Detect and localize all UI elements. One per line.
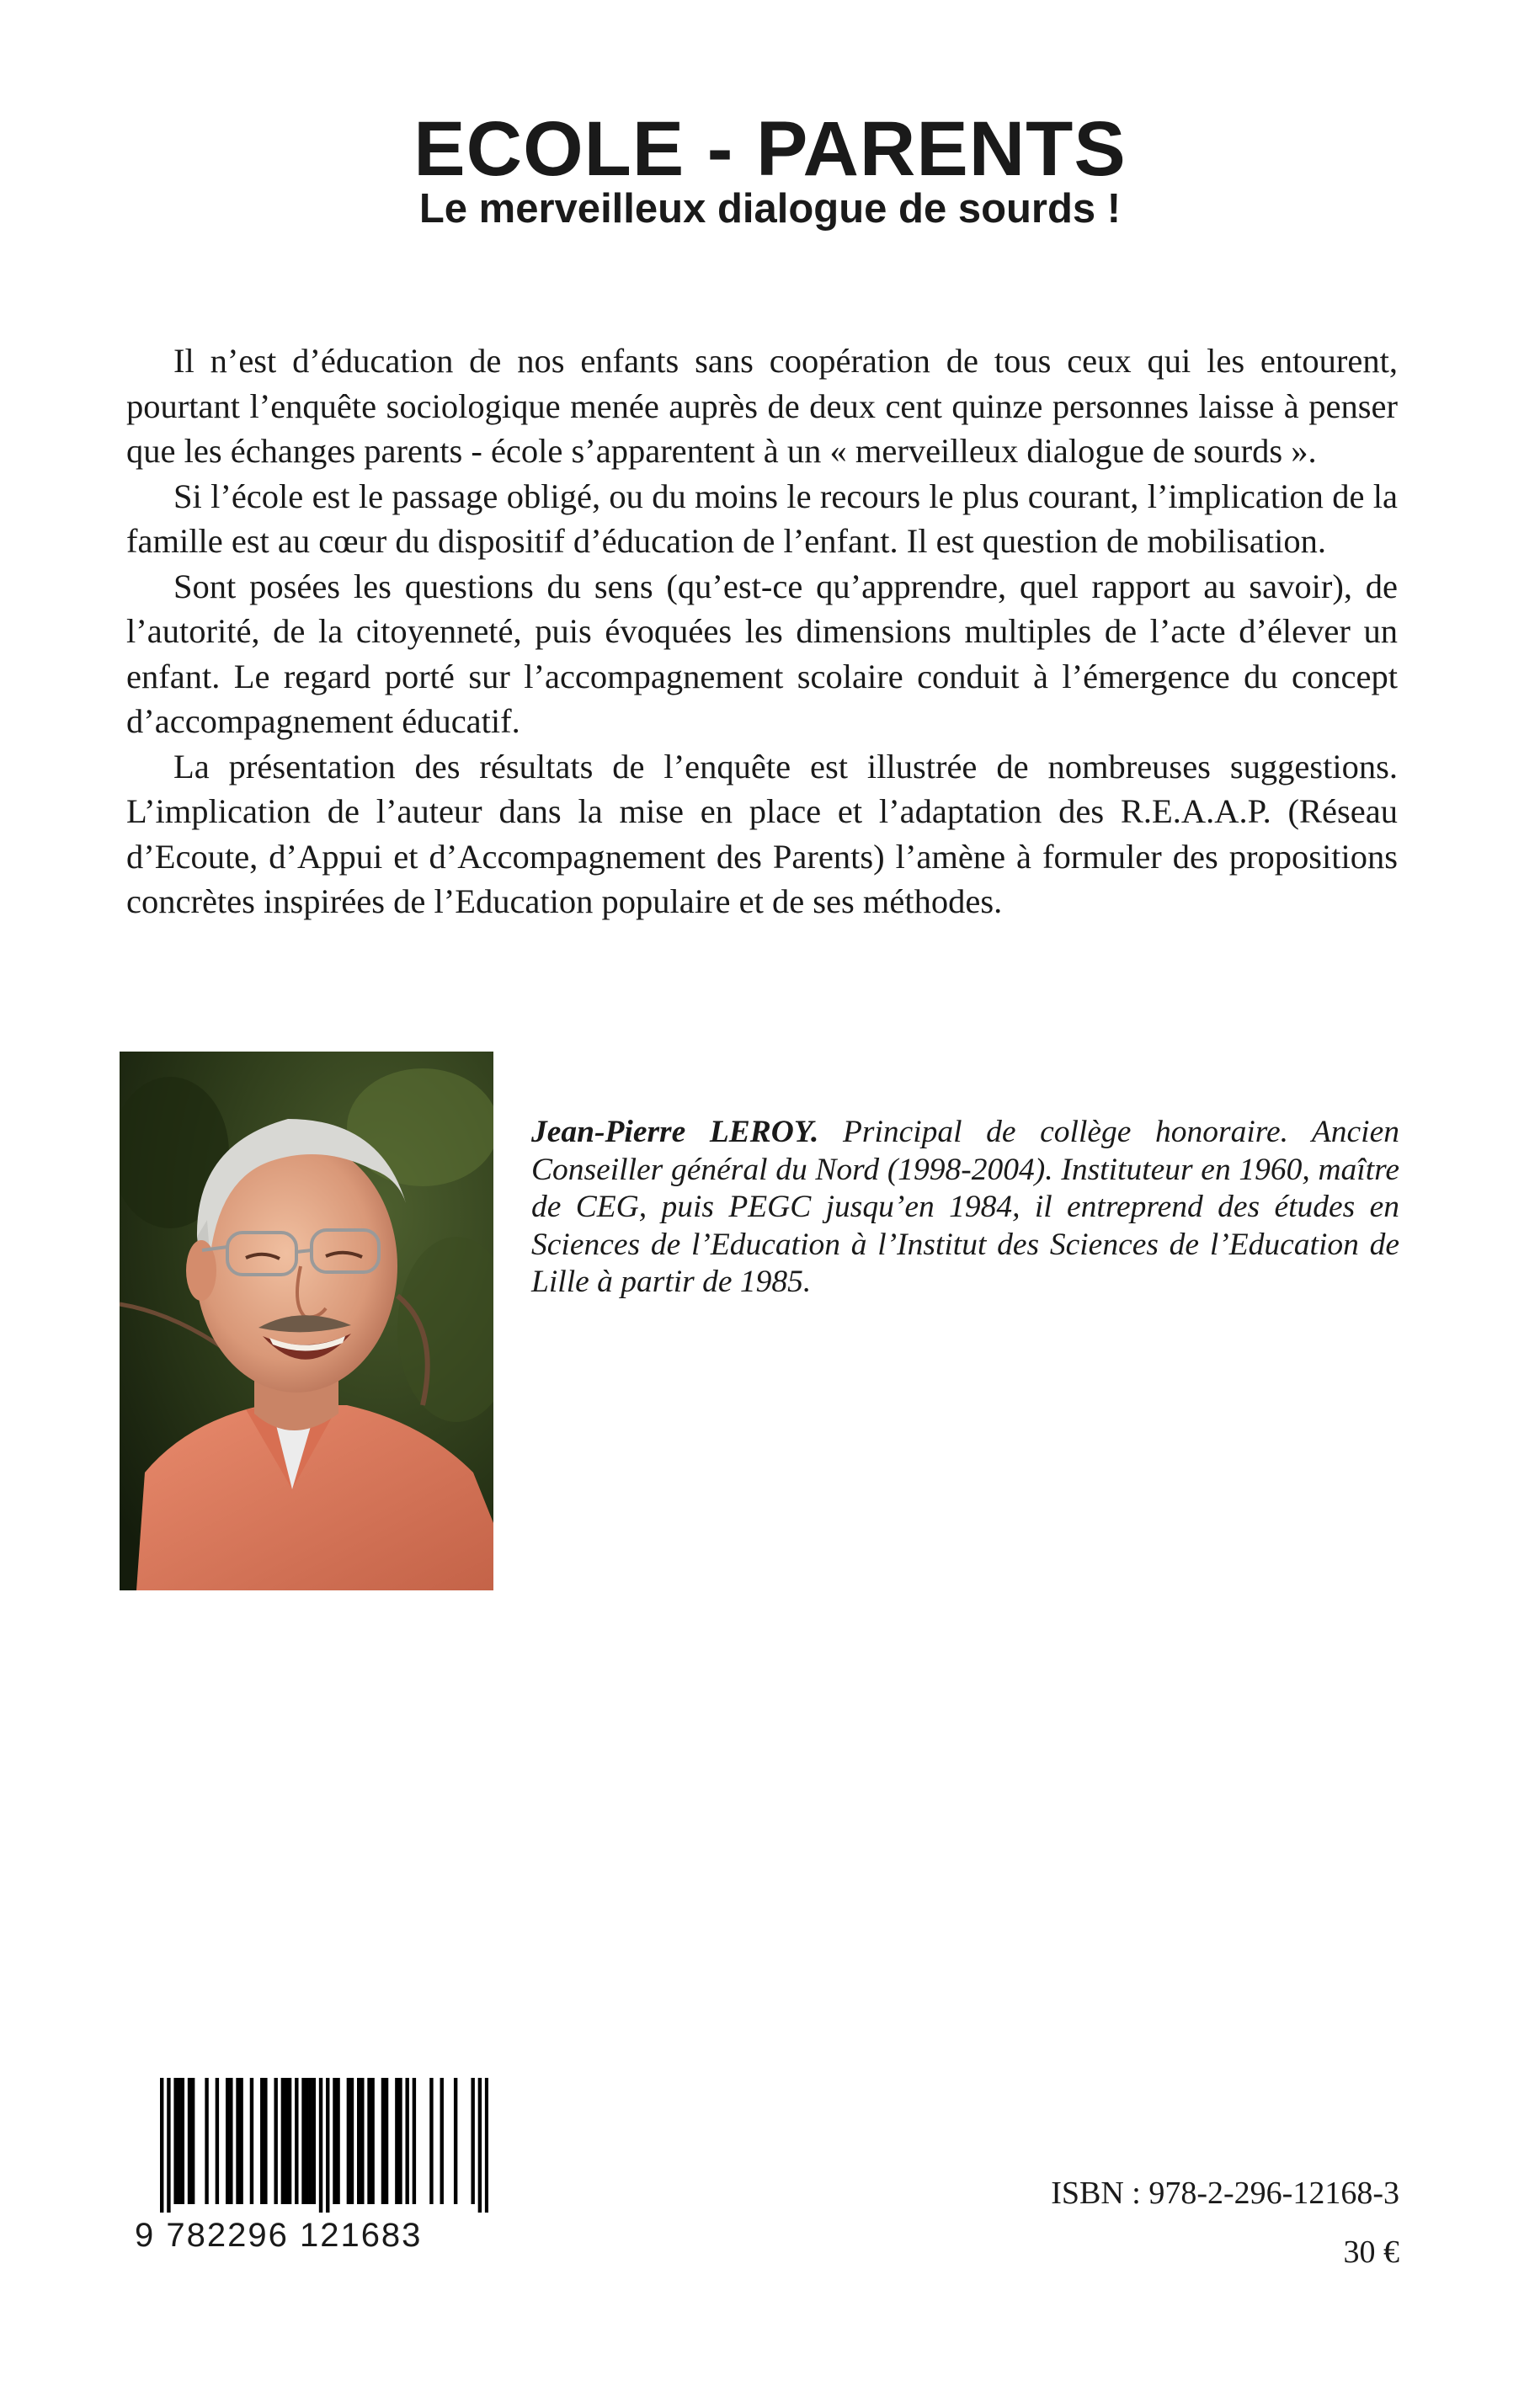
barcode-bar (205, 2078, 208, 2204)
author-photo (120, 1052, 493, 1590)
barcode-bar (285, 2078, 288, 2204)
summary-paragraph: Sont posées les questions du sens (qu’est-ce qu’apprendre, quel rapport au savoir), de l’autorité, de la citoyenneté, puis évoquées les dimensions multiples de l’acte d’élever un enfant. Le regard porté sur l’accompagnement scolaire conduit à l’émergence du concept d’accompagnement éducatif. (126, 567, 1398, 740)
barcode-bar (236, 2078, 239, 2204)
barcode-bar (229, 2078, 232, 2204)
barcode-bar (429, 2078, 433, 2204)
barcode-bar (385, 2078, 388, 2204)
barcode-bar (167, 2078, 170, 2213)
isbn: ISBN : 978-2-296-12168-3 (1051, 2176, 1399, 2211)
barcode-bar (312, 2078, 316, 2204)
barcode-bar (274, 2078, 277, 2204)
barcode-bar (370, 2078, 374, 2204)
summary-paragraph: Si l’école est le passage obligé, ou du moins le recours le plus courant, l’implication de la famille est au cœur du dispositif d’éducation de l’enfant. Il est question de mobilisation. (126, 477, 1398, 560)
barcode-bar (188, 2078, 191, 2204)
barcode-bar (264, 2078, 267, 2204)
author-bio-text: Principal de collège honoraire. Ancien Conseiller général du Nord (1998-2004). Instituteur en 1960, maître de CEG, puis PEGC jusqu’en 1984, il entreprend des études en Sciences de l’Education à l’Institut des Sciences de l’Education de Lille à partir de 1985. (531, 1115, 1399, 1299)
barcode-bar (440, 2078, 444, 2204)
barcode-bar (454, 2078, 457, 2204)
barcode-bar (350, 2078, 354, 2204)
barcode-bar (305, 2078, 308, 2204)
barcode-bar (333, 2078, 336, 2204)
barcode-bar (178, 2078, 181, 2204)
barcode-bar (191, 2078, 194, 2204)
barcode-bar (281, 2078, 285, 2204)
barcode-bar (336, 2078, 339, 2204)
barcode-bar (250, 2078, 253, 2204)
barcode-bar (288, 2078, 291, 2204)
barcode-bar (398, 2078, 402, 2204)
barcode-digits: 9 782296 121683 (135, 2217, 423, 2254)
barcode-bar (381, 2078, 385, 2204)
barcode-bar (395, 2078, 398, 2204)
barcode-bar (405, 2078, 408, 2204)
barcode-bar (295, 2078, 298, 2204)
author-name: Jean-Pierre LEROY. (531, 1115, 819, 1149)
summary-paragraph: La présentation des résultats de l’enquête est illustrée de nombreuses suggestions. L’implication de l’auteur dans la mise en place et l’adaptation des R.E.A.A.P. (Réseau d’Ecoute, d’Appui et d’Accompagnement des Parents) l’amène à formuler des propositions concrètes inspirées de l’Education populaire et de ses méthodes. (126, 747, 1398, 920)
barcode-bar (181, 2078, 184, 2204)
book-subtitle: Le merveilleux dialogue de sourds ! (418, 186, 1122, 232)
barcode-bar (173, 2078, 177, 2204)
barcode-bar (478, 2078, 482, 2213)
barcode-bar (301, 2078, 305, 2204)
back-cover-summary (126, 338, 1398, 924)
barcode-bar (367, 2078, 370, 2204)
barcode-bar (413, 2078, 416, 2204)
barcode-bar (471, 2078, 474, 2204)
barcode-bar (160, 2078, 163, 2213)
summary-paragraph: Il n’est d’éducation de nos enfants sans coopération de tous ceux qui les entourent, pourtant l’enquête sociologique menée auprès de deux cent quinze personnes laisse à penser que les échanges parents - école s’apparentent à un « merveilleux dialogue de sourds ». (126, 342, 1398, 470)
barcode-bar (309, 2078, 312, 2204)
barcode-bar (357, 2078, 360, 2204)
barcode-bar (216, 2078, 219, 2204)
barcode-bar (360, 2078, 364, 2204)
barcode-bar (485, 2078, 488, 2213)
book-title: ECOLE - PARENTS (413, 106, 1127, 192)
barcode-bar (226, 2078, 229, 2204)
barcode-bar (239, 2078, 242, 2204)
author-bio (531, 1114, 1399, 1302)
barcode-bar (260, 2078, 264, 2204)
barcode-bar (347, 2078, 350, 2204)
barcode-bar (319, 2078, 322, 2213)
price: 30 € (1343, 2234, 1399, 2270)
barcode-bar (326, 2078, 329, 2213)
